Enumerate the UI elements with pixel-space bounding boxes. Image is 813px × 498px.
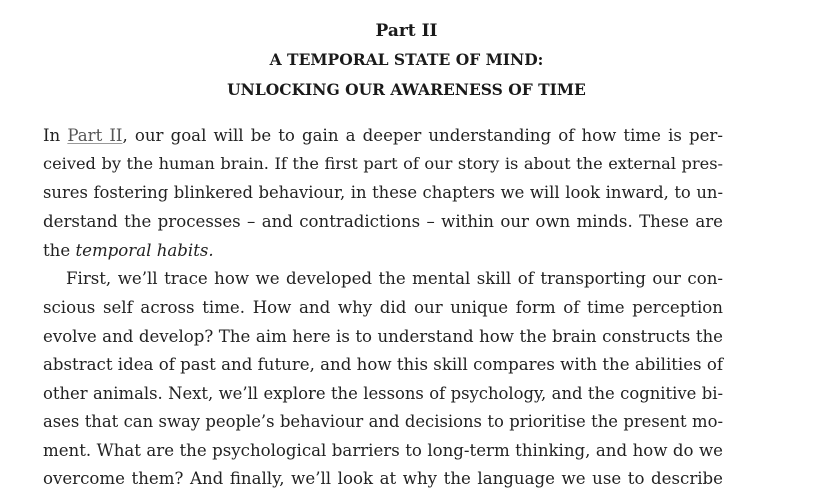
part-ii-link[interactable]: Part II [67, 126, 123, 145]
paragraph-2-line-2: scious self across time. How and why did our unique form of time perception [43, 298, 723, 317]
paragraph-2-line-1: First, we’ll trace how we developed the mental skill of transporting our con- [66, 269, 723, 288]
paragraph-1-line-1 [43, 125, 723, 147]
paragraph-1-line-4: derstand the processes – and contradictions – within our own minds. These are [43, 212, 723, 231]
paragraph-2-line-4: abstract idea of past and future, and how this skill compares with the abilities of [43, 355, 723, 374]
chapter-title-line-2: UNLOCKING OUR AWARENESS OF TIME [227, 80, 586, 99]
chapter-title-line-1: A TEMPORAL STATE OF MIND: [269, 50, 544, 69]
paragraph-1-line-5 [43, 240, 723, 262]
paragraph-2-line-5: other animals. Next, we’ll explore the lessons of psychology, and the cognitive bi- [43, 384, 723, 403]
line-text: In [43, 126, 68, 145]
paragraph-1-line-2: ceived by the human brain. If the first part of our story is about the external pres- [43, 154, 723, 173]
paragraph-2-line-3: evolve and develop? The aim here is to understand how the brain constructs the [43, 327, 723, 346]
paragraph-1-line-3: sures fostering blinkered behaviour, in these chapters we will look inward, to un- [43, 183, 723, 202]
paragraph-2-line-6: ases that can sway people’s behaviour and decisions to prioritise the present mo- [43, 412, 723, 431]
paragraph-2-line-8: overcome them? And finally, we’ll look at why the language we use to describe [43, 469, 723, 488]
emphasis-text: temporal habits. [75, 241, 214, 260]
line-text: , our goal will be to gain a deeper understanding of how time is per- [122, 126, 723, 145]
line-text: the [43, 241, 76, 260]
paragraph-2-line-7: ment. What are the psychological barriers to long-term thinking, and how do we [43, 441, 723, 460]
part-heading: Part II [375, 21, 438, 41]
